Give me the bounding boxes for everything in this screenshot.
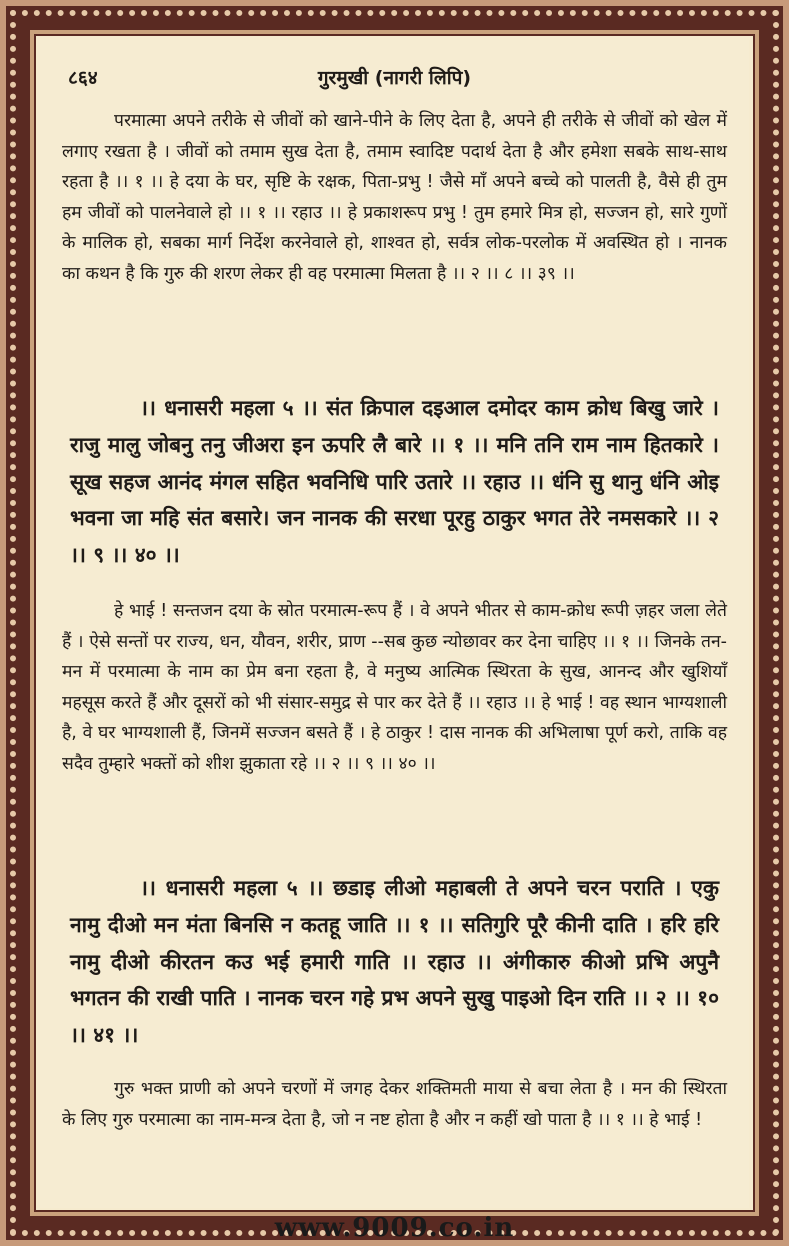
page-header bbox=[68, 64, 721, 90]
book-page bbox=[40, 40, 749, 1208]
scripture-verse: ।। धनासरी महला ५ ।। संत क्रिपाल दइआल दमोदर काम क्रोध बिखु जारे । राजु मालु जोबनु तनु जीअरा इन ऊपरि लै बारे ।। १ ।। मनि तनि राम नाम हितकारे । सूख सहज आनंद मंगल सहित भवनिधि पारि उतारे ।। रहाउ ।। धंनि सु थानु धंनि ओइ भवना जा महि संत बसारे। जन नानक की सरधा पूरहु ठाकुर भगत तेरे नमसकारे ।। २ ।। ९ ।। ४० ।। bbox=[70, 396, 719, 568]
translation-paragraph: परमात्मा अपने तरीके से जीवों को खाने-पीने के लिए देता है, अपने ही तरीके से जीवों को खेल में लगाए रखता है । जीवों को तमाम सुख देता है, तमाम स्वादिष्ट पदार्थ देता है और हमेशा सबके साथ-साथ रहता है ।। १ ।। हे दया के घर, सृष्टि के रक्षक, पिता-प्रभु ! जैसे माँ अपने बच्चे को पालती है, वैसे ही तुम हम जीवों को पालनेवाले हो ।। १ ।। रहाउ ।। हे प्रकाशरूप प्रभु ! तुम हमारे मित्र हो, सज्जन हो, सारे गुणों के मालिक हो, सबका मार्ग निर्देश करनेवाले हो, शाश्वत हो, सर्वत्र लोक-परलोक में अवस्थित हो । नानक का कथन है कि गुरु की शरण लेकर ही वह परमात्मा मिलता है ।। २ ।। ८ ।। ३९ ।। bbox=[62, 111, 727, 284]
page-number: ८६४ bbox=[68, 67, 98, 89]
page-title: गुरमुखी (नागरी लिपि) bbox=[317, 67, 472, 89]
translation-paragraph: गुरु भक्त प्राणी को अपने चरणों में जगह देकर शक्तिमती माया से बचा लेता है । मन की स्थिरता के लिए गुरु परमात्मा का नाम-मन्त्र देता है, जो न नष्ट होता है और न कहीं खो पाता है ।। १ ।। हे भाई ! bbox=[62, 1079, 727, 1130]
translation-paragraph: हे भाई ! सन्तजन दया के स्रोत परमात्म-रूप हैं । वे अपने भीतर से काम-क्रोध रूपी ज़हर जला लेते हैं । ऐसे सन्तों पर राज्य, धन, यौवन, शरीर, प्राण --सब कुछ न्योछावर कर देना चाहिए ।। १ ।। जिनके तन-मन में परमात्मा के नाम का प्रेम बना रहता है, वे मनुष्य आत्मिक स्थिरता के सुख, आनन्द और खुशियाँ महसूस करते हैं और दूसरों को भी संसार-समुद्र से पार कर देते हैं ।। रहाउ ।। हे भाई ! वह स्थान भाग्यशाली है, वे घर भाग्यशाली हैं, जिनमें सज्जन बसते हैं । हे ठाकुर ! दास नानक की अभिलाषा पूर्ण करो, ताकि वह सदैव तुम्हारे भक्तों को शीश झुकाता रहे ।। २ ।। ९ ।। ४० ।। bbox=[62, 601, 727, 774]
scripture-verse: ।। धनासरी महला ५ ।। छडाइ लीओ महाबली ते अपने चरन पराति । एकु नामु दीओ मन मंता बिनसि न कतहू जाति ।। १ ।। सतिगुरि पूरै कीनी दाति । हरि हरि नामु दीओ कीरतन कउ भई हमारी गाति ।। रहाउ ।। अंगीकारु कीओ प्रभि अपुनै भगतन की राखी पाति । नानक चरन गहे प्रभ अपने सुखु पाइओ दिन राति ।। २ ।। १० ।। ४१ ।। bbox=[70, 876, 719, 1048]
website-url: www.9009.co.in bbox=[274, 1213, 515, 1243]
